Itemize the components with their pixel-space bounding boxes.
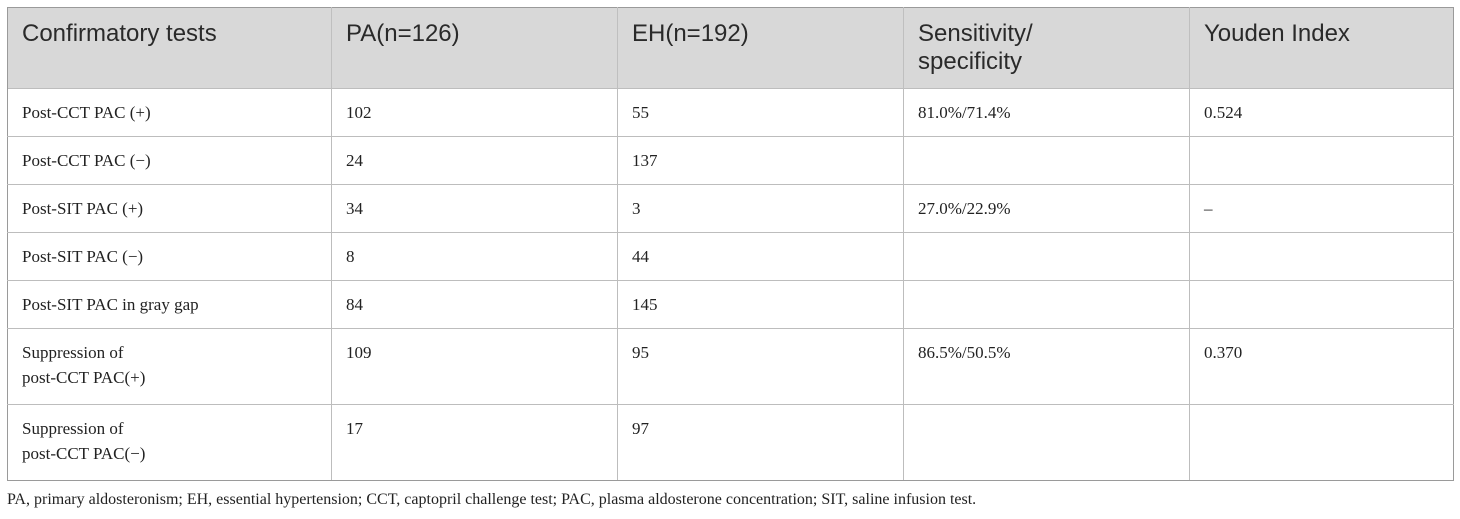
header-pa: PA(n=126) xyxy=(332,8,618,89)
cell-eh: 44 xyxy=(618,233,904,281)
cell-pa: 109 xyxy=(332,329,618,405)
cell-youden xyxy=(1190,405,1454,481)
cell-eh: 137 xyxy=(618,137,904,185)
cell-youden xyxy=(1190,233,1454,281)
header-row xyxy=(8,8,1454,89)
cell-eh: 95 xyxy=(618,329,904,405)
cell-test xyxy=(8,329,332,405)
table-header xyxy=(8,8,1454,89)
table-row xyxy=(8,89,1454,137)
cell-sens-spec xyxy=(904,405,1190,481)
cell-sens-spec xyxy=(904,281,1190,329)
cell-pa: 24 xyxy=(332,137,618,185)
cell-sens-spec xyxy=(904,137,1190,185)
cell-test: Post-CCT PAC (+) xyxy=(8,89,332,137)
table-row xyxy=(8,329,1454,405)
cell-test-line1: Suppression of xyxy=(22,343,124,362)
header-youden-index: Youden Index xyxy=(1190,8,1454,89)
cell-youden xyxy=(1190,137,1454,185)
confirmatory-tests-table xyxy=(7,7,1454,481)
header-eh: EH(n=192) xyxy=(618,8,904,89)
cell-sens-spec xyxy=(904,233,1190,281)
cell-test: Post-SIT PAC in gray gap xyxy=(8,281,332,329)
table-row xyxy=(8,137,1454,185)
cell-test: Post-SIT PAC (−) xyxy=(8,233,332,281)
cell-sens-spec: 86.5%/50.5% xyxy=(904,329,1190,405)
cell-pa: 8 xyxy=(332,233,618,281)
cell-test: Post-SIT PAC (+) xyxy=(8,185,332,233)
cell-pa: 34 xyxy=(332,185,618,233)
cell-test xyxy=(8,405,332,481)
table-row xyxy=(8,233,1454,281)
cell-test: Post-CCT PAC (−) xyxy=(8,137,332,185)
header-sensitivity-line1: Sensitivity/ xyxy=(918,20,1033,47)
cell-eh: 145 xyxy=(618,281,904,329)
cell-youden: 0.524 xyxy=(1190,89,1454,137)
cell-eh: 97 xyxy=(618,405,904,481)
cell-pa: 102 xyxy=(332,89,618,137)
table-body xyxy=(8,89,1454,481)
cell-pa: 84 xyxy=(332,281,618,329)
results-table-container xyxy=(7,7,1453,481)
cell-youden xyxy=(1190,281,1454,329)
cell-test-line2: post-CCT PAC(−) xyxy=(22,444,146,463)
header-confirmatory-tests: Confirmatory tests xyxy=(8,8,332,89)
table-footnote: PA, primary aldosteronism; EH, essential hypertension; CCT, captopril challenge test; PAC, plasma aldosterone concentration; SIT, saline infusion test. xyxy=(7,491,977,508)
header-sensitivity-line2: specificity xyxy=(918,48,1023,75)
cell-youden: – xyxy=(1190,185,1454,233)
cell-test-line1: Suppression of xyxy=(22,419,124,438)
cell-sens-spec: 81.0%/71.4% xyxy=(904,89,1190,137)
cell-youden: 0.370 xyxy=(1190,329,1454,405)
table-row xyxy=(8,185,1454,233)
cell-eh: 3 xyxy=(618,185,904,233)
cell-pa: 17 xyxy=(332,405,618,481)
table-row xyxy=(8,281,1454,329)
cell-eh: 55 xyxy=(618,89,904,137)
cell-test-line2: post-CCT PAC(+) xyxy=(22,368,146,387)
cell-sens-spec: 27.0%/22.9% xyxy=(904,185,1190,233)
header-sensitivity-specificity xyxy=(904,8,1190,89)
table-row xyxy=(8,405,1454,481)
